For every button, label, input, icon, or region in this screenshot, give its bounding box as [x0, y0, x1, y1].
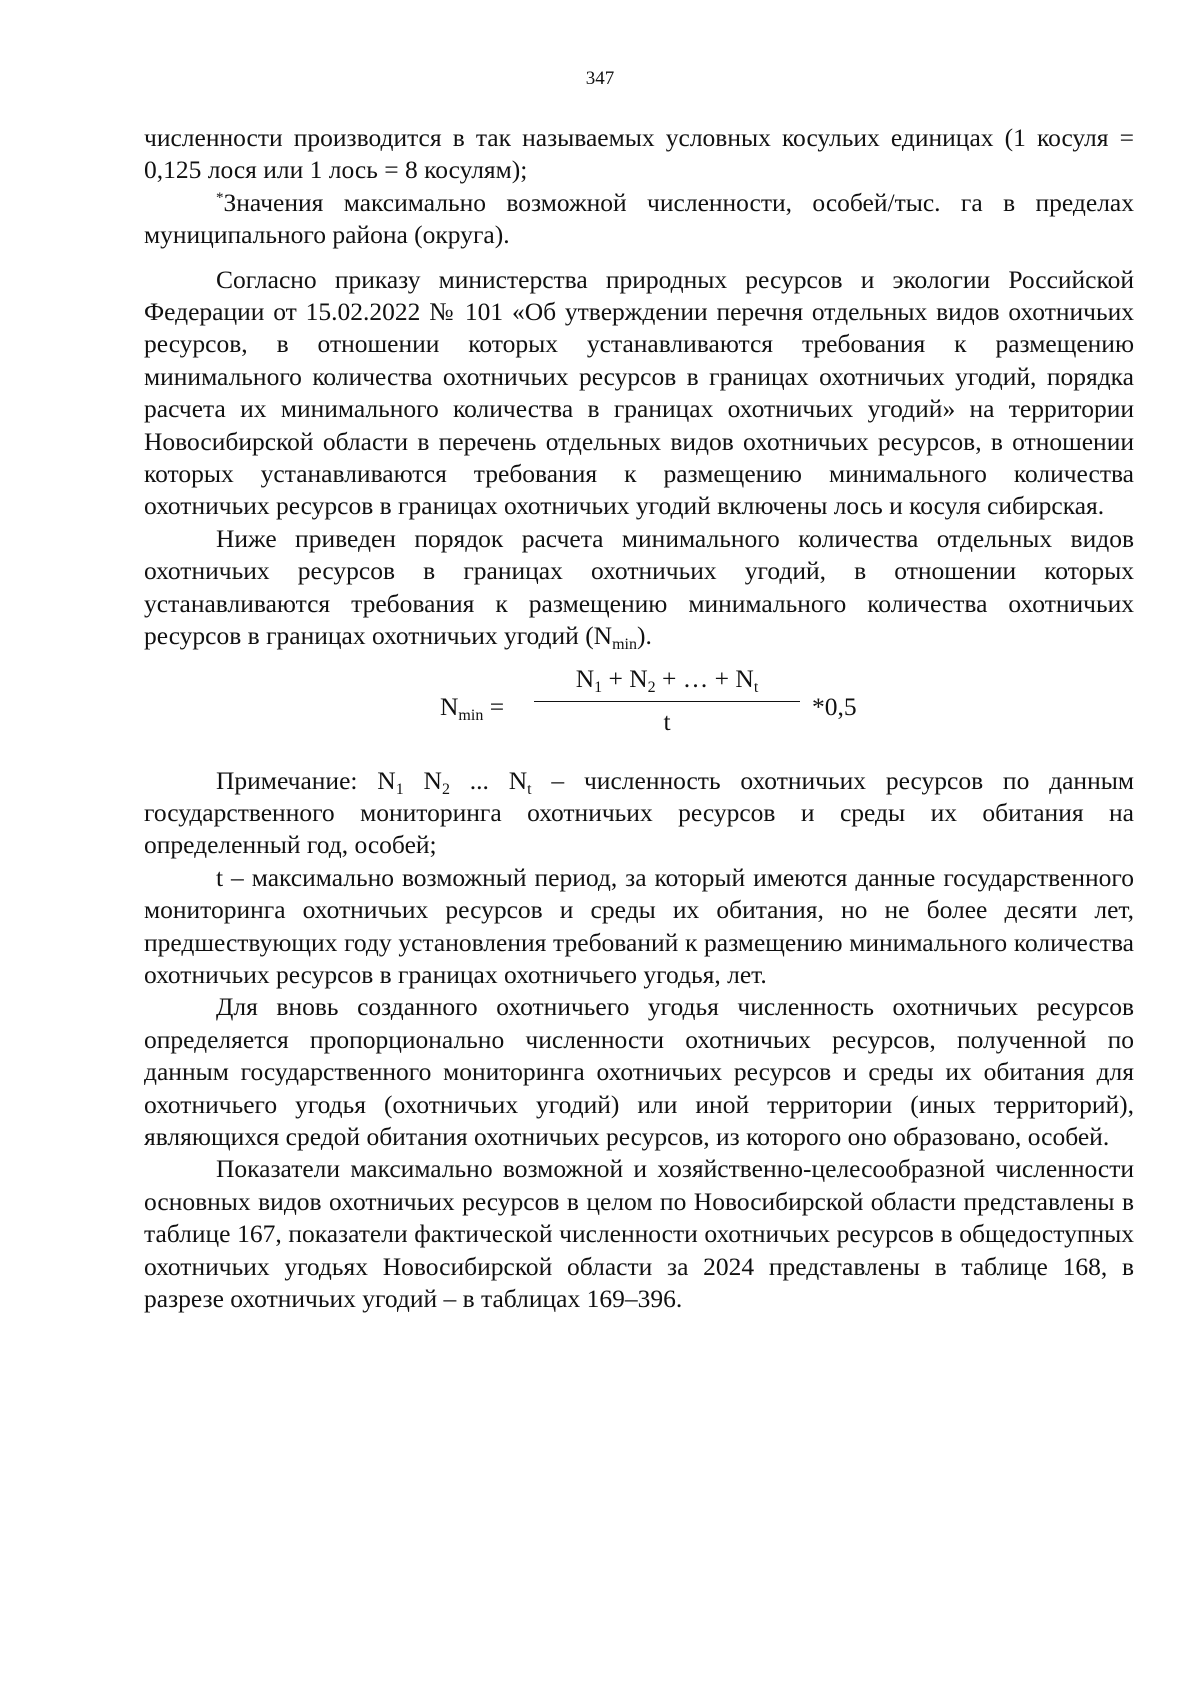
formula-nmin [144, 663, 1134, 755]
formula-lhs: $N_{min}$ = [440, 691, 505, 724]
formula-fraction [534, 663, 800, 738]
intro-text-end: ). [637, 621, 652, 651]
page-number: 347 [585, 68, 615, 89]
document-body [144, 122, 1134, 1315]
footnote-text: Значения максимально возможной численности, особей/тыс. га в пределах муниципального района (округа). [144, 187, 1134, 250]
intro-text: Ниже приведен порядок расчета минимального количества отдельных видов охотничьих ресурсов в границах охотничьих угодий, в отношении которых устанавливаются требования к размещению минимального количества охотничьих ресурсов в границах охотничьих угодий (N [144, 523, 1134, 651]
paragraph-calculation-intro [144, 523, 1134, 653]
formula-multiplier: *0,5 [812, 691, 857, 721]
intro-subscript: min [612, 636, 637, 654]
note-n-definition: Примечание: $N_1$ $N_2$ ... $N_t$ – численность охотничьих ресурсов по данным государственного мониторинга охотничьих ресурсов и среды их обитания на определенный год, особей; [144, 765, 1134, 860]
formula-denominator: t [663, 706, 671, 736]
note-t-definition: t – максимально возможный период, за который имеются данные государственного мониторинга охотничьих ресурсов и среды их обитания, но не более десяти лет, предшествующих году установления требований к размещению минимального количества охотничьих ресурсов в границах охотничьего угодья, лет. [144, 862, 1134, 989]
paragraph-new-hunting-ground: Для вновь созданного охотничьего угодья численность охотничьих ресурсов определяется пропорционально численности охотничьих ресурсов, полученной по данным государственного мониторинга охотничьих ресурсов и среды их обитания для охотничьего угодья (охотничьих угодий) или иной территории (иных территорий), являющихся средой обитания охотничьих ресурсов, из которого оно образовано, особей. [144, 992, 1134, 1151]
fraction-bar [534, 701, 800, 702]
footnote-mark: * [216, 189, 224, 206]
paragraph-order-reference: Согласно приказу министерства природных ресурсов и экологии Российской Федерации от 15.02.2022 № 101 «Об утверждении перечня отдельных видов охотничьих ресурсов, в отношении которых устанавливаются требования к размещению минимального количества охотничьих ресурсов в границах охотничьих угодий, порядка расчета их минимального количества в границах охотничьих угодий» на территории Новосибирской области в перечень отдельных видов охотничьих ресурсов, в отношении которых устанавливаются требования к размещению минимального количества охотничьих ресурсов в границах охотничьих угодий включены лось и косуля сибирская. [144, 264, 1134, 521]
paragraph-tables-reference: Показатели максимально возможной и хозяйственно-целесообразной численности основных видов охотничьих ресурсов в целом по Новосибирской области представлены в таблице 167, показатели фактической численности охотничьих ресурсов в общедоступных охотничьих угодьях Новосибирской области за 2024 представлены в таблице 168, в разрезе охотничьих угодий – в таблицах 169–396. [144, 1154, 1134, 1313]
formula-numerator: $N_1 + N_2$ + … + $N_t$ [575, 663, 759, 696]
footnote [144, 187, 1134, 252]
paragraph-continuation: численности производится в так называемых условных косульих единицах (1 косуля = 0,125 лося или 1 лось = 8 косулям); [144, 123, 1134, 185]
